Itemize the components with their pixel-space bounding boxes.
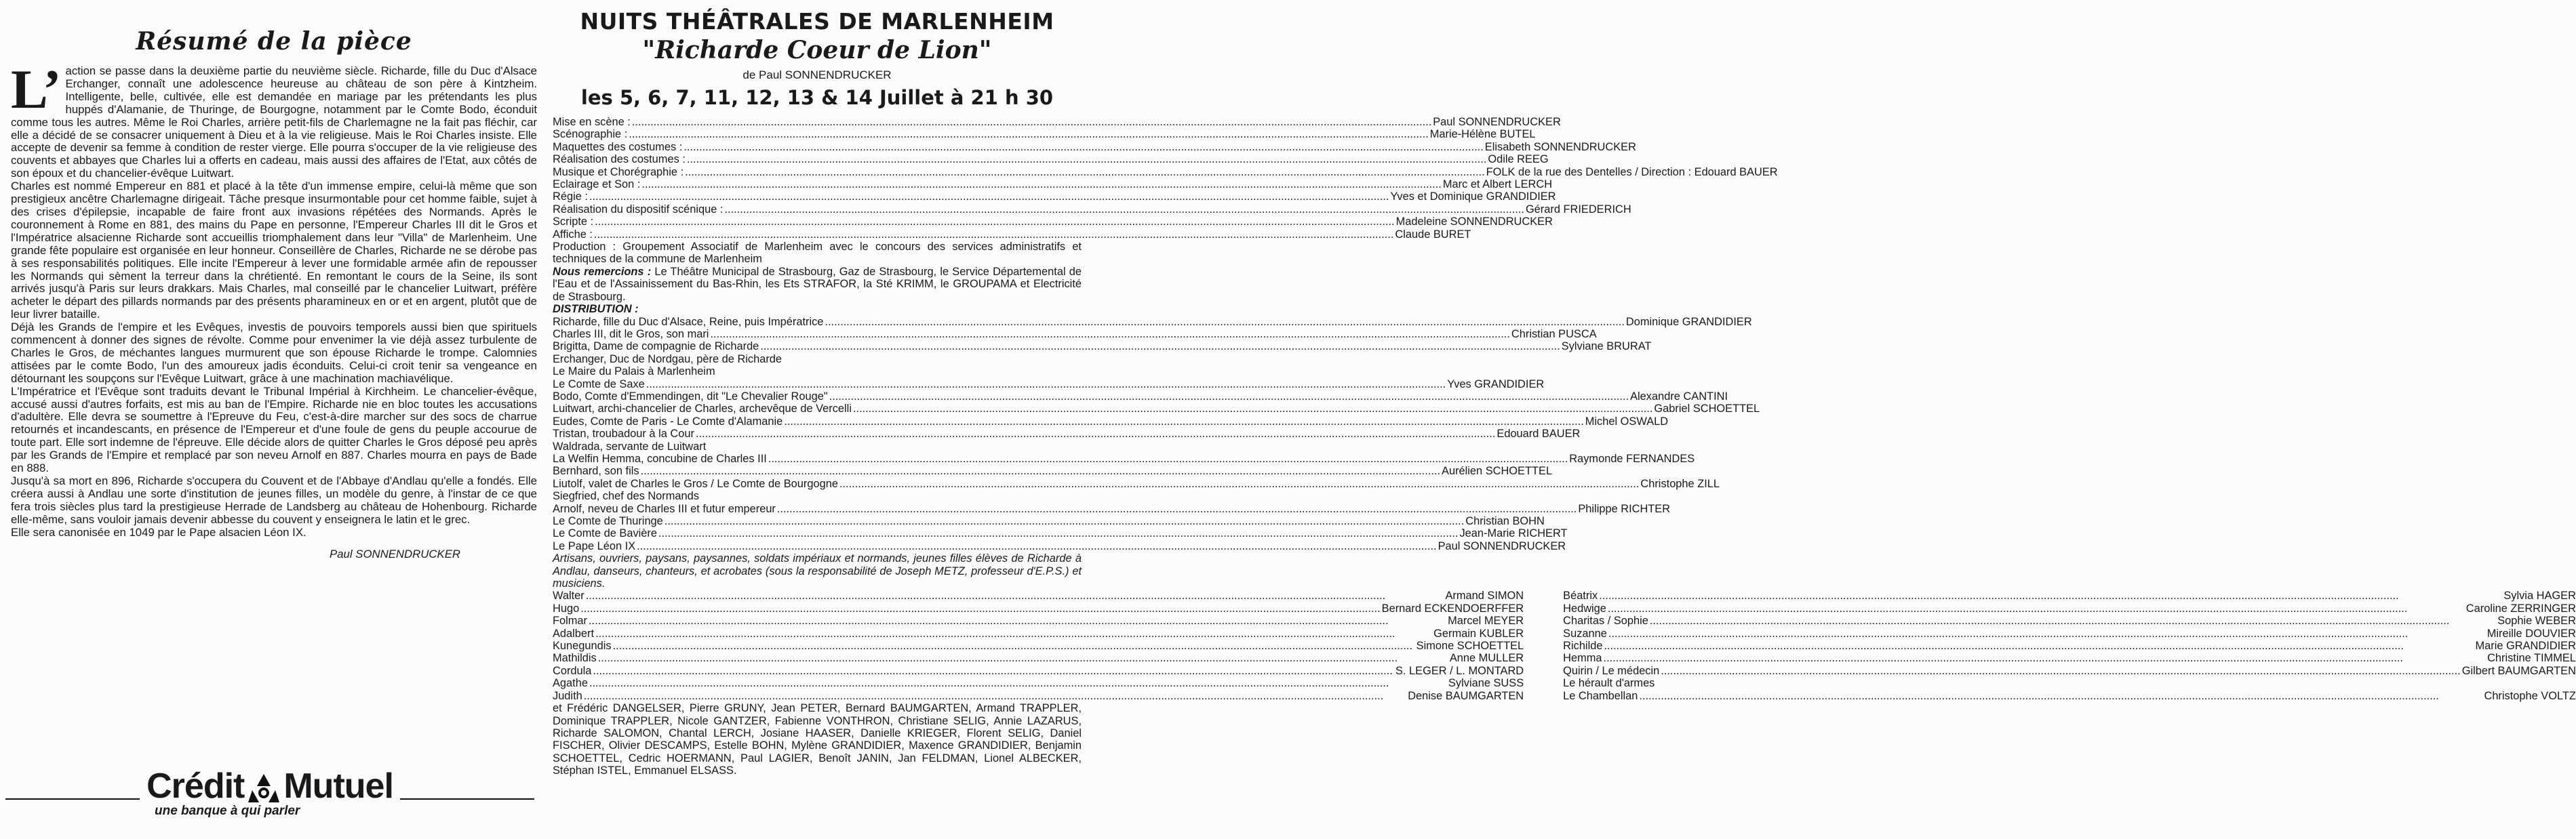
- cast-row-role: Arnolf, neveu de Charles III et futur empereur: [553, 502, 776, 515]
- cast-row-role: Richarde, fille du Duc d'Alsace, Reine, puis Impératrice: [553, 315, 824, 328]
- cast-row-name: Christian BOHN: [1465, 515, 1545, 527]
- crew-row-role: Mise en scène :: [553, 116, 631, 128]
- summary-paragraph: Déjà les Grands de l'empire et les Evêques, investis de pouvoirs temporels aussi bien que spirituels commencent à donner des signes de révolte. Comme pour envenimer la vie déjà assez turbulente de Charles le Gros, de méchantes langues murmurent que son épouse Richarde le trompe. Calomnies attisées par le comte Bodo, l'un des amoureux jadis éconduits. Celui-ci croit tenir sa vengeance en détournant les soupçons sur l'Evêque Luitwart, grâce à une machination machiavélique.: [11, 321, 537, 385]
- minor-cast-row-name: Caroline ZERRINGER: [2465, 602, 2576, 615]
- summary-paragraph: Charles est nommé Empereur en 881 et placé à la tête d'un immense empire, celui-là même que son prestigieux ancêtre Charlemagne dirigeait. Tâche presque insurmontable pour cet homme faible, sujet à des crises d'épilepsie, incapable de faire front aux invasions répétées des Normands. Après le couronnement à Rome en 881, des mains du Pape en personne, l'Empereur Charles III dit le Gros et l'Impératrice alsacienne Richarde sont accueillis triomphalement dans leur "Villa" de Marlenheim. Une grande fête populaire est organisée en leur honneur. Conseillère de Charles, Richarde ne se dérobe pas à ses responsabilités politiques. Elle incite l'Empereur à lever une formidable armée afin de repousser les Normands qui sèment la terreur dans la chrétienté. En remontant le cours de la Seine, ils sont arrivés jusqu'à Paris sur leurs drakkars. Mais Charles, mal conseillé par le chancelier Luitwart, préfère acheter le départ des pillards normands par des présents pharamineux en or et en argent, plutôt que de leur livrer bataille.: [11, 180, 537, 321]
- minor-cast-row: [1563, 615, 2576, 627]
- summary-paragraph: Jusqu'à sa mort en 896, Richarde s'occupera du Couvent et de l'Abbaye d'Andlau qu'elle a fondés. Elle créera aussi à Andlau une sorte d'institution de jeunes filles, un modèle du genre, à l'instar de ce que fera trois siècles plus tard la prestigieuse Herrade de Landsberg au château de Hohenbourg. Richarde elle-même, sans vouloir jamais devenir abbesse du couvent y enseignera le latin et le grec.: [11, 474, 537, 526]
- minor-cast-row: [553, 640, 1524, 652]
- crew-row-name: Odile REEG: [1488, 153, 1549, 166]
- minor-cast-row-name: Mireille DOUVIER: [2486, 627, 2576, 640]
- dot-leader: [637, 540, 1436, 552]
- dot-leader: [696, 428, 1495, 440]
- dot-leader: [777, 503, 1577, 515]
- cast-row: [553, 527, 1568, 540]
- cast-row-role: Le Comte de Bavière: [553, 527, 657, 540]
- cast-row-name: Dominique GRANDIDIER: [1625, 315, 1752, 328]
- cast-row-name: Aurélien SCHOETTEL: [1442, 465, 1553, 478]
- crew-row-role: Musique et Chorégraphie :: [553, 165, 684, 178]
- cast-row-role: Le Comte de Saxe: [553, 377, 645, 390]
- ad-rule-right: [400, 773, 534, 800]
- cast-row-name: Christian PUSCA: [1511, 327, 1597, 340]
- minor-cast-row-role: Agathe: [553, 677, 588, 690]
- minor-cast: [553, 590, 2576, 702]
- cast-row: [553, 452, 1695, 465]
- minor-cast-row-role: Hugo: [553, 602, 580, 615]
- dot-leader: [825, 316, 1624, 328]
- ad-rule-left: [5, 773, 140, 800]
- cast-row: Waldrada, servante de Luitwart: [553, 440, 707, 453]
- dot-leader: [584, 690, 1406, 702]
- minor-cast-row: [553, 602, 1524, 615]
- minor-cast-row-role: Walter: [553, 590, 584, 602]
- minor-cast-row-name: Marcel MEYER: [1448, 615, 1524, 628]
- cast-list: [553, 315, 1760, 553]
- crew-row-role: Régie :: [553, 190, 588, 203]
- dot-leader: [683, 141, 1483, 153]
- program-page: [553, 8, 2576, 777]
- crew-row: [553, 203, 1631, 216]
- dot-leader: [580, 602, 1380, 615]
- dot-leader: [589, 190, 1389, 203]
- crew-row-name: FOLK de la rue des Dentelles / Direction : Edouard BAUER: [1486, 165, 1778, 178]
- dot-leader: [665, 515, 1464, 527]
- dot-leader: [1650, 615, 2496, 627]
- summary-title: Résumé de la pièce: [136, 27, 412, 56]
- cast-row-name: Yves GRANDIDIER: [1447, 377, 1545, 390]
- minor-cast-row-role: Quirin / Le médecin: [1563, 664, 1660, 677]
- dot-leader: [1599, 590, 2502, 602]
- minor-cast-row-name: Christine TIMMEL: [2487, 652, 2576, 665]
- dot-leader: [1639, 690, 2482, 702]
- minor-cast-row: [553, 590, 1524, 602]
- cast-row: [553, 465, 1553, 478]
- dot-leader: [784, 415, 1583, 428]
- thanks-note: Nous remercions : Le Théâtre Municipal de Strasbourg, Gaz de Strasbourg, le Service Départemental de l'Eau et de l'Assainissement du Bas-Rhin, les Ets STRAFOR, la Sté KRIMM, le GROUPAMA et Electricité de Strasbourg.: [553, 265, 1082, 303]
- distribution-heading: DISTRIBUTION :: [553, 303, 639, 316]
- crew-row: [553, 216, 1553, 228]
- performance-dates: les 5, 6, 7, 11, 12, 13 & 14 Juillet à 21 h 30: [580, 86, 1054, 109]
- crew-row: [553, 178, 1553, 191]
- cast-row: Siegfried, chef des Normands: [553, 490, 699, 503]
- cast-row-name: Edouard BAUER: [1497, 428, 1581, 441]
- cast-row: [553, 403, 1760, 415]
- cast-row-role: Liutolf, valet de Charles le Gros / Le Comte de Bourgogne: [553, 477, 838, 490]
- minor-cast-row: [1563, 652, 2576, 664]
- dot-leader: [598, 652, 1448, 664]
- drop-cap: L’: [11, 58, 62, 120]
- minor-cast-row-role: Judith: [553, 689, 582, 702]
- minor-cast-row-role: Charitas / Sophie: [1563, 615, 1648, 628]
- minor-cast-row-name: S. LEGER / L. MONTARD: [1395, 664, 1524, 677]
- crew-row-role: Réalisation des costumes :: [553, 153, 686, 166]
- crew-row-role: Scénographie :: [553, 128, 628, 141]
- minor-cast-row-name: Denise BAUMGARTEN: [1408, 689, 1524, 702]
- cast-row: [553, 477, 1720, 490]
- dot-leader: [710, 328, 1509, 340]
- cast-row: Le Maire du Palais à Marlenheim: [553, 365, 715, 378]
- minor-cast-row-role: Suzanne: [1563, 627, 1607, 640]
- minor-cast-row: [1563, 590, 2576, 602]
- minor-cast-row-name: Sylviane SUSS: [1448, 677, 1524, 690]
- crew-row: [553, 116, 1561, 128]
- summary-paragraph: L’ action se passe dans la deuxième partie du neuvième siècle. Richarde, fille du Duc d'Alsace Erchanger, connaît une adolescence heureuse au château de son père à Kintzheim. Intelligente, belle, cultivée, elle est demandée en mariage par les prétendants les plus huppés d'Alamanie, de Thuringe, de Bourgogne, notamment par le Comte Bodo, éconduit comme tous les autres. Même le Roi Charles, arrière petit-fils de Charlemagne ne la fait pas fléchir, car elle a décidé de se consacrer uniquement à Dieu et à la vie religieuse. Mais le Roi Charles insiste. Elle accepte de devenir sa femme à condition de rester vierge. Elle pourra s'occuper de la vie religieuse des couvents et abbayes que Charles lui a offerts en cadeau, mais aussi des affaires de l'Etat, aux côtés de son époux et du chancelier-évêque Luitwart.: [11, 58, 537, 180]
- cast-row: [553, 428, 1581, 441]
- minor-cast-row-role: Béatrix: [1563, 590, 1598, 602]
- crew-row-name: Paul SONNENDRUCKER: [1433, 116, 1561, 128]
- cast-row: [553, 502, 1671, 515]
- cast-row-name: Philippe RICHTER: [1578, 502, 1671, 515]
- cast-row: [553, 377, 1545, 390]
- minor-cast-row-role: Hemma: [1563, 652, 1602, 665]
- minor-cast-row-name: Bernard ECKENDOERFFER: [1381, 602, 1524, 615]
- credit-mutuel-ad: [5, 766, 534, 819]
- dot-leader: [829, 390, 1629, 403]
- crew-row-name: Claude BURET: [1395, 228, 1471, 241]
- minor-cast-row: [1563, 690, 2576, 702]
- dot-leader: [595, 216, 1394, 228]
- extras-note: Artisans, ouvriers, paysans, paysannes, soldats impériaux et normands, jeunes filles élèves de Richarde à Andlau, danseurs, chanteurs, et acrobates (sous la responsabilité de Joseph METZ, professeur d'E.P.S.) et musiciens.: [553, 552, 1082, 590]
- cast-row-name: Gabriel SCHOETTEL: [1654, 403, 1760, 415]
- minor-cast-row: [1563, 602, 2576, 615]
- crew-row-role: Scripte :: [553, 216, 594, 228]
- cast-row-role: Le Comte de Thuringe: [553, 515, 663, 527]
- crew-row-name: Marie-Hélène BUTEL: [1429, 128, 1536, 141]
- cast-row-role: Bernhard, son fils: [553, 465, 639, 478]
- minor-cast-row: Le hérault d'armes: [1563, 677, 1655, 690]
- minor-cast-row: [1563, 628, 2576, 640]
- play-title: "Richarde Coeur de Lion": [642, 36, 992, 64]
- crew-row-name: Marc et Albert LERCH: [1442, 178, 1553, 191]
- minor-cast-row-role: Cordula: [553, 664, 592, 677]
- minor-cast-row-name: Anne MULLER: [1449, 652, 1524, 665]
- cast-row-name: Sylviane BRURAT: [1561, 340, 1652, 353]
- summary-text: [11, 58, 537, 539]
- crew-list: [553, 116, 1778, 241]
- minor-cast-row-role: Adalbert: [553, 627, 595, 640]
- festival-title: NUITS THÉÂTRALES DE MARLENHEIM: [580, 8, 1054, 35]
- crew-row-name: Elisabeth SONNENDRUCKER: [1484, 140, 1636, 153]
- credit-mutuel-logo-icon: [247, 773, 281, 804]
- cast-row-name: Raymonde FERNANDES: [1569, 452, 1695, 465]
- dot-leader: [853, 403, 1652, 415]
- crew-row: [553, 128, 1536, 141]
- crew-row-name: Madeleine SONNENDRUCKER: [1395, 216, 1553, 228]
- ad-tagline: une banque à qui parler: [155, 804, 300, 818]
- crew-row: [553, 190, 1556, 203]
- minor-cast-row-name: Marie GRANDIDIER: [2475, 640, 2576, 653]
- crew-row: [553, 165, 1778, 178]
- crew-row-name: Gérard FRIEDERICH: [1525, 203, 1631, 216]
- dot-leader: [724, 203, 1524, 216]
- minor-cast-row: [553, 665, 1524, 677]
- cast-row-role: La Welfin Hemma, concubine de Charles III: [553, 452, 767, 465]
- cast-row: [553, 515, 1545, 527]
- minor-cast-row-role: Richilde: [1563, 640, 1603, 653]
- dot-leader: [685, 166, 1484, 178]
- cast-row: [553, 390, 1728, 403]
- dot-leader: [839, 478, 1639, 490]
- dot-leader: [760, 340, 1560, 352]
- cast-row-role: Luitwart, archi-chancelier de Charles, archevêque de Vercelli: [553, 403, 852, 415]
- dot-leader: [586, 590, 1444, 602]
- cast-row: [553, 315, 1752, 328]
- minor-cast-row-name: Germain KUBLER: [1433, 627, 1524, 640]
- cast-row: Erchanger, Duc de Nordgau, père de Richarde: [553, 352, 782, 365]
- dot-leader: [1608, 602, 2465, 615]
- other-performers: et Frédéric DANGELSER, Pierre GRUNY, Jean PETER, Bernard BAUMGARTEN, Armand TRAPPLER, Dominique TRAPPLER, Nicole GANTZER, Fabienne VONTHRON, Christiane SELIG, Annie LAZARUS, Richarde SALOMON, Chantal LERCH, Josiane HAASER, Danielle KRIEGER, Florent SELIG, Daniel FISCHER, Olivier DESCAMPS, Estelle BOHN, Mylène GRANDIDIER, Maxence GRANDIDIER, Benjamin SCHOETTEL, Cedric HOERMANN, Paul LAGIER, Benoît JANIN, Jan FELDMAN, Lionel ALBECKER, Stéphan ISTEL, Emmanuel ELSASS.: [553, 702, 1082, 777]
- dot-leader: [1604, 640, 2474, 652]
- crew-row-role: Maquettes des costumes :: [553, 140, 683, 153]
- minor-cast-row: [1563, 665, 2576, 677]
- cast-row-role: Eudes, Comte de Paris - Le Comte d'Alamanie: [553, 415, 783, 428]
- minor-cast-row: [553, 690, 1524, 702]
- crew-row-role: Réalisation du dispositif scénique :: [553, 203, 724, 216]
- minor-cast-row-name: Simone SCHOETTEL: [1416, 640, 1524, 653]
- dot-leader: [594, 228, 1393, 241]
- credits: [553, 116, 2576, 777]
- dot-leader: [658, 527, 1458, 539]
- minor-cast-row-name: Gilbert BAUMGARTEN: [2461, 664, 2576, 677]
- crew-row: [553, 228, 1471, 241]
- cast-row-name: Alexandre CANTINI: [1630, 390, 1728, 403]
- minor-cast-row-role: Folmar: [553, 615, 587, 628]
- brand-logo-text: Crédit Mutuel: [146, 766, 393, 806]
- cast-row-name: Michel OSWALD: [1585, 415, 1669, 428]
- cast-row-role: Le Pape Léon IX: [553, 539, 636, 552]
- dot-leader: [687, 153, 1486, 165]
- summary-page: [11, 22, 537, 561]
- dot-leader: [589, 677, 1447, 689]
- cast-row: [553, 415, 1669, 428]
- production-note: Production : Groupement Associatif de Marlenheim avec le concours des services administratifs et techniques de la commune de Marlenheim: [553, 241, 1082, 266]
- crew-row-role: Eclairage et Son :: [553, 178, 641, 191]
- minor-cast-row-name: Sophie WEBER: [2497, 615, 2576, 628]
- cast-row-role: Brigitta, Dame de compagnie de Richarde: [553, 340, 759, 353]
- dot-leader: [629, 128, 1428, 140]
- minor-cast-row-name: Christophe VOLTZ: [2484, 689, 2576, 702]
- minor-cast-row: [553, 628, 1524, 640]
- dot-leader: [593, 665, 1394, 677]
- dot-leader: [641, 465, 1440, 477]
- cast-row-name: Christophe ZILL: [1640, 477, 1720, 490]
- minor-cast-row: [553, 615, 1524, 627]
- minor-cast-right: [1563, 590, 2576, 702]
- cast-row-role: Bodo, Comte d'Emmendingen, dit "Le Chevalier Rouge": [553, 390, 828, 403]
- cast-row-role: Charles III, dit le Gros, son mari: [553, 327, 709, 340]
- cast-row: [553, 327, 1597, 340]
- crew-row-name: Yves et Dominique GRANDIDIER: [1390, 190, 1556, 203]
- summary-paragraph: Elle sera canonisée en 1049 par le Pape alsacien Léon IX.: [11, 525, 306, 539]
- dot-leader: [1604, 652, 2486, 664]
- cast-row-name: Paul SONNENDRUCKER: [1438, 539, 1566, 552]
- cast-row: [553, 340, 1652, 353]
- crew-row: [553, 140, 1636, 153]
- dot-leader: [646, 378, 1446, 390]
- play-author: de Paul SONNENDRUCKER: [742, 68, 892, 81]
- minor-cast-row: [553, 677, 1524, 689]
- dot-leader: [1608, 628, 2486, 640]
- dot-leader: [632, 116, 1431, 128]
- dot-leader: [589, 615, 1446, 627]
- minor-cast-left: [553, 590, 1524, 702]
- summary-paragraph: L'Impératrice et l'Evêque sont traduits devant le Tribunal Impérial à Kirchheim. Le chancelier-évêque, accusé aussi d'autres forfaits, est mis au ban de l'Empire. Richarde nie en bloc toutes les accusations d'adultère. Elle devra se soumettre à l'Epreuve du Feu, c'est-à-dire marcher sur des socs de charrue retournés et incandescants, en présence de l'Empereur et d'une foule de gens du peuple accourue de toute part. Elle sort indemne de l'épreuve. Elle décide alors de quitter Charles le Gros déposé peu après par les Grands de l'Empire et remplacé par son neveu Arnolf en 887. Charles mourra en pays de Bade en 888.: [11, 384, 537, 475]
- dot-leader: [641, 178, 1441, 190]
- minor-cast-row: [1563, 640, 2576, 652]
- crew-row-role: Affiche :: [553, 228, 593, 241]
- minor-cast-row-name: Sylvia HAGER: [2503, 590, 2576, 602]
- minor-cast-row-role: Mathildis: [553, 652, 597, 665]
- minor-cast-row-role: Kunegundis: [553, 640, 612, 653]
- minor-cast-row-name: Armand SIMON: [1445, 590, 1524, 602]
- minor-cast-row-role: Le Chambellan: [1563, 689, 1638, 702]
- dot-leader: [768, 453, 1568, 465]
- minor-cast-row-role: Hedwige: [1563, 602, 1606, 615]
- minor-cast-row: [553, 652, 1524, 664]
- cast-row-role: Tristan, troubadour à la Cour: [553, 428, 694, 441]
- cast-row-name: Jean-Marie RICHERT: [1459, 527, 1568, 540]
- summary-author: Paul SONNENDRUCKER: [330, 547, 461, 560]
- dot-leader: [1661, 665, 2460, 677]
- dot-leader: [595, 628, 1432, 640]
- dot-leader: [613, 640, 1415, 652]
- crew-row: [553, 153, 1549, 166]
- cast-row: [553, 539, 1566, 552]
